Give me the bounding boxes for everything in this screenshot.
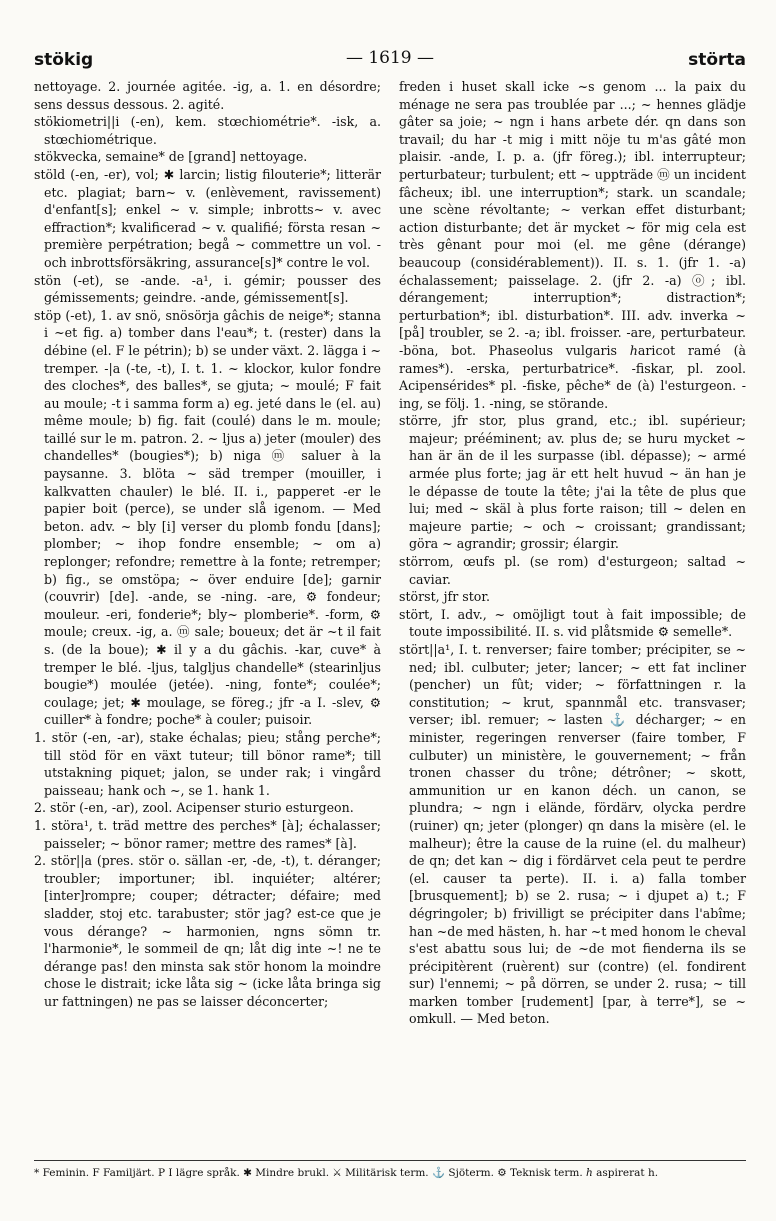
dictionary-entry: störst, jfr stor. xyxy=(399,589,490,605)
dictionary-entry: stöld (-en, -er), vol; ✱ larcin; listig filouterie*; litterär etc. plagiat; barn~ v. (enlèvement, ravissement) d'enfant[s]; enkel ~ v. simple; inbrotts~ v. avec effraction*; kvalificerad ~ v. qualifié; första resan ~ première perpétration; begå ~ commettre un vol. - och inbrottsförsäkring, assurance[s]* contre le vol. xyxy=(34,166,381,270)
dictionary-entry: störrom, œufs pl. (se rom) d'esturgeon; saltad ~ caviar. xyxy=(399,554,746,587)
dictionary-entry: stön (-et), se -ande. -a¹, i. gémir; pousser des gémissements; geindre. -ande, gémissement[s]. xyxy=(34,272,381,306)
dictionary-entry: 2. stör||a (pres. stör o. sällan -er, -de, -t), t. déranger; troubler; importuner; ibl. inquiéter; altérer; [inter]rompre; couper; détracter; défaire; med sladder, stoj etc. tarabuster; stör jag? est-ce que je vous dérange? ~ harmonien, ngns sömn tr. l'harmonie*, le sommeil de qn; låt dig inte ~! ne te dérange pas! den minsta sak stör honom la moindre chose le distrait; icke låta sig ~ (icke låta bringa sig ur fattningen) ne pas se laisser déconcerter; xyxy=(34,853,381,1009)
dictionary-entry: stökvecka, semaine* de [grand] nettoyage. xyxy=(34,149,308,165)
footer-rule xyxy=(34,1160,746,1161)
dictionary-entry: nettoyage. 2. journée agitée. -ig, a. 1. en désordre; sens dessus dessous. 2. agité. xyxy=(34,79,381,112)
dictionary-entry: stöp (-et), 1. av snö, snösörja gâchis de neige*; stanna i ~et fig. a) tomber dans l'eau*; t. (rester) dans la débine (el. F le pétrin); b) se under växt. 2. lägga i ~ tremper. -|a (-te, -t), I. t. 1. ~ klockor, kulor fondre des cloches*, des balles*, se gjuta; ~ moulé; F fait au moule; -t i samma form a) eg. jeté dans le (el. au) même moule; b) fig. fait (coulé) dans le m. moule; taillé sur le m. patron. 2. ~ ljus a) jeter (mouler) des chandelles* (bougies*); b) niga ⓜ saluer à la paysanne. 3. blöta ~ säd tremper (mouiller, i kalkvatten chauler) le blé. II. i., papperet -er le papier boit (perce), se under slå igenom. — Med beton. adv. ~ bly [i] verser du plomb fondu [dans]; plomber; ~ ihop fondre ensemble; ~ om a) replonger; refondre; remettre à la fonte; retremper; b) fig., se omstöpa; ~ över enduire [de]; garnir (couvrir) [de]. -ande, se -ning. -are, ⚙ fondeur; mouleur. -eri, fonderie*; bly~ plomberie*. -form, ⚙ moule; creux. -ig, a. ⓜ sale; boueux; det är ~t il fait s. (de la boue); ✱ il y a du gâchis. -kar, cuve* à tremper le blé. -ljus, talgljus chandelle* (stearinljus bougie*) moulée (jetée). -ning, fonte*; coulée*; coulage; jet; ✱ moulage, se föreg.; jfr -a I. -slev, ⚙ cuiller* à fondre; poche* à couler; puisoir. xyxy=(34,307,381,728)
entry-columns xyxy=(34,78,746,1028)
page-number: — 1619 — xyxy=(345,48,435,68)
dictionary-entry: freden i huset skall icke ~s genom ... la paix du ménage ne sera pas troublée par ...; ~ hennes glädje gâter sa joie; ~ ngn i hans arbete dér. qn dans son travail; du har -t mig i mitt nöje tu m'as gâté mon plaisir. -ande, I. p. a. (jfr föreg.); ibl. interrupteur; perturbateur; turbulent; ett ~ uppträde ⓜ un incident fâcheux; ibl. une interruption*; stark. un scandale; une scène révoltante; ~ verkan effet disturbant; action disturbante; det är mycket ~ för mig cela est très gênant pour moi (el. me gêne (dérange) beaucoup (considérablement)). II. s. 1. (jfr 1. -a) échalassement; paisselage. 2. (jfr 2. -a) ⓞ; ibl. dérangement; interruption*; distraction*; perturbation*; ibl. disturbation*. III. adv. inverka ~ [på] troubler, se 2. -a; ibl. froisser. -are, perturbateur. -böna, bot. Phaseolus vulgaris ℎaricot ramé (à rames*). -erska, perturbatrice*. -fiskar, pl. zool. Acipensérides* pl. -fiske, pêche* de (à) l'esturgeon. -ing, se följ. 1. -ning, se störande. xyxy=(399,79,746,411)
dictionary-entry: stört||a¹, I. t. renverser; faire tomber; précipiter, se ~ ned; ibl. culbuter; jeter; lancer; ~ ett fat incliner (pencher) un fût; vider; ~ författningen r. la constitution; ~ krut, spannmål etc. transvaser; verser; ibl. remuer; ~ lasten ⚓ décharger; ~ en minister, regeringen renverser (faire tomber, F culbuter) un ministère, le gouvernement; ~ från tronen chasser du trône; détrôner; ~ skott, ammunition ur en kanon déch. un canon, se plundra; ~ ngn i elände, fördärv, olycka perdre (ruiner) qn; jeter (plonger) qn dans la misère (el. le malheur); être la cause de la ruine (el. du malheur) de qn; det kan ~ dig i fördärvet cela peut te perdre (el. causer ta perte). II. i. a) falla tomber [brusquement]; b) se 2. rusa; ~ i djupet a) t.; F dégringoler; b) frivilligt se précipiter dans l'abîme; han ~de med hästen, h. har ~t med honom le cheval s'est abattu sous lui; de ~de mot fienderna ils se précipitèrent (ruèrent) sur (contre) (el. fondirent sur) l'ennemi; ~ på dörren, se under 2. rusa; ~ till marken tomber [rudement] [par, à terre*], se ~ omkull. — Med beton. xyxy=(399,642,746,1027)
right-column xyxy=(399,78,746,1028)
dictionary-entry: större, jfr stor, plus grand, etc.; ibl. supérieur; majeur; prééminent; av. plus de; se huru mycket ~ han är än de il les surpasse (ibl. dépasse); ~ armé armée plus forte; jag är ett helt huvud ~ än han je le dépasse de toute la tête; j'ai la tête de plus que lui; med ~ skäl à plus forte raison; till ~ delen en majeure partie; ~ och ~ croissant; grandissant; göra ~ agrandir; grossir; élargir. xyxy=(399,413,746,552)
dictionary-entry: stört, I. adv., ~ omöjligt tout à fait impossible; de toute impossibilité. II. s. vid plåtsmide ⚙ semelle*. xyxy=(399,606,746,640)
dictionary-entry: 2. stör (-en, -ar), zool. Acipenser sturio esturgeon. xyxy=(34,800,354,816)
left-column xyxy=(34,78,381,1028)
first-headword: stökig xyxy=(34,50,94,70)
last-headword: störta xyxy=(688,50,746,70)
page-header xyxy=(34,44,746,78)
abbreviation-legend: * Feminin. F Familjärt. P I lägre språk. ✱ Mindre brukl. ⚔ Militärisk term. ⚓ Sjöterm. ⚙ Teknisk term. ℎ aspirerat h. xyxy=(34,1167,659,1179)
dictionary-entry: 1. stör (-en, -ar), stake échalas; pieu; stång perche*; till stöd för en växt tuteur; till bönor rame*; till utstakning piquet; jalon, se under rak; i vingård paisseau; hank och ~, se 1. hank 1. xyxy=(34,729,381,798)
dictionary-entry: stökiometri||i (-en), kem. stœchiométrie*. -isk, a. stœchiométrique. xyxy=(34,114,381,147)
dictionary-entry: 1. störa¹, t. träd mettre des perches* [à]; échalasser; paisseler; ~ bönor ramer; mettre des rames* [à]. xyxy=(34,817,381,851)
